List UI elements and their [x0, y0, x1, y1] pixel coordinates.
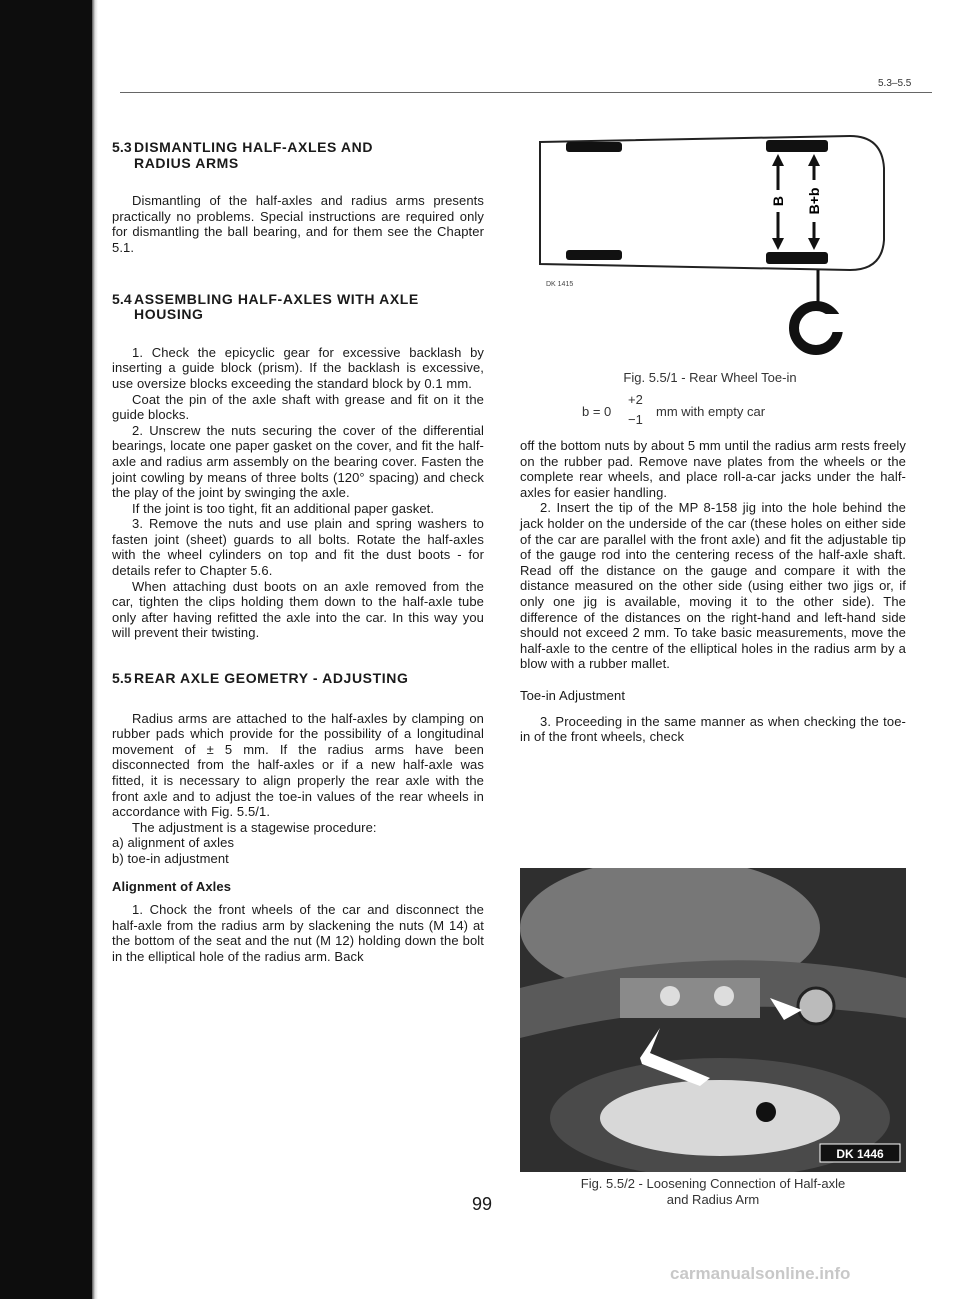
page-edge	[92, 0, 98, 1299]
formula-sup: +2	[628, 392, 643, 407]
photo-code: DK 1446	[836, 1147, 884, 1161]
front-left-wheel	[566, 142, 622, 152]
caption-line: Fig. 5.5/2 - Loosening Connection of Half-axle	[580, 1176, 846, 1191]
paragraph: Coat the pin of the axle shaft with grease and fit on it the guide blocks.	[112, 391, 484, 423]
left-column	[112, 140, 484, 965]
heading-text	[134, 292, 419, 323]
figure2-caption	[520, 1176, 906, 1208]
figure-code: DK 1415	[546, 281, 574, 288]
formula-sub: −1	[628, 412, 643, 427]
heading-number: 5.4	[112, 290, 132, 307]
paragraph: Dismantling of the half-axles and radius arms presents practically no problems. Special instructions are required only for dismantling the ball bearing, and for them see the Chapter 5.1.	[112, 193, 484, 255]
arrow-up-icon	[808, 154, 820, 166]
heading-line: HOUSING	[134, 306, 204, 323]
paragraph: 1. Check the epicyclic gear for excessive backlash by inserting a guide block (prism). If the backlash is excessive, use oversize blocks exceeding the standard block by 0.1 mm.	[112, 344, 484, 391]
nut	[798, 988, 834, 1024]
paragraph: 3. Proceeding in the same manner as when checking the toe-in of the front wheels, check	[520, 713, 906, 745]
right-column-upper	[520, 438, 906, 745]
arrow-down-icon	[772, 238, 784, 250]
figure1-formula	[560, 392, 880, 426]
paragraph: off the bottom nuts by about 5 mm until the radius arm rests freely on the rubber pad. Remove nave plates from the wheels or the complete rear wheels, and place roll-a-car jacks under the half-axles for easier handling.	[520, 438, 906, 500]
car-body-outline	[540, 136, 884, 270]
rear-left-wheel	[766, 140, 828, 152]
front-right-wheel	[566, 250, 622, 260]
heading-5-4	[112, 292, 484, 323]
heading-number: 5.3	[112, 139, 132, 155]
heading-text	[134, 140, 373, 171]
book-spine-shadow	[0, 0, 92, 1299]
figure-rear-wheel-toe-in	[520, 128, 900, 368]
header-rule	[120, 92, 932, 93]
watermark: carmanualsonline.info	[670, 1264, 851, 1283]
heading-number: 5.5	[112, 670, 132, 687]
arrow-down-icon	[808, 238, 820, 250]
arrow-up-icon	[772, 154, 784, 166]
paragraph: 2. Insert the tip of the MP 8-158 jig into the hole behind the jack holder on the underside of the car (these holes on either side of the car are parallel with the front axle) and fit the adjustable tip of the gauge rod into the centering recess of the half-axle shaft. Read off the distance on the gauge and compare it with the distance measured on the other side (using either two jigs or, if only one jig is available, moving it to the other side). The difference of the distances on the right-hand and left-hand side should not exceed 2 mm. To take basic measurements, move the half-axle to the centre of the elliptical holes in the radius arm by a blow with a rubber mallet.	[520, 500, 906, 672]
paragraph: When attaching dust boots on an axle removed from the car, tighten the clips holding them down to the half-axle tube only after having refitted the axle into the car. In this way you will prevent their twisting.	[112, 578, 484, 641]
rear-right-wheel	[766, 252, 828, 264]
list-item: a) alignment of axles	[112, 835, 235, 851]
caption-line: and Radius Arm	[666, 1192, 760, 1207]
bolt-head	[714, 986, 734, 1006]
dimension-label-b: B	[770, 195, 786, 207]
heading-5-5	[112, 671, 484, 687]
subheading: Alignment of Axles	[112, 878, 232, 894]
formula-rhs: mm with empty car	[656, 404, 766, 419]
paragraph: 1. Chock the front wheels of the car and disconnect the half-axle from the radius arm by slackening the nuts (M 14) at the bottom of the seat and the nut (M 12) holding down the bolt in the elliptical hole of the radius arm. Back	[112, 902, 484, 964]
dimension-label-bb: B+b	[806, 187, 822, 215]
figure1-caption: Fig. 5.5/1 - Rear Wheel Toe-in	[623, 370, 797, 385]
drum-hole	[756, 1102, 776, 1122]
photo-illustration	[520, 868, 906, 1172]
heading-line: DISMANTLING HALF-AXLES AND	[134, 139, 374, 155]
formula-lhs: b = 0	[582, 404, 612, 419]
heading-line: RADIUS ARMS	[134, 154, 239, 171]
heading-text: REAR AXLE GEOMETRY - ADJUSTING	[134, 670, 409, 687]
car-outline-diagram	[520, 128, 900, 368]
drum-face	[600, 1080, 840, 1156]
paragraph: 2. Unscrew the nuts securing the cover of the differential bearings, locate one paper gasket on the cover, and fit the half-axle and radius arm assembly on the bearing cover. Fasten the joint cowling by means of three bolts (120° spacing) and check the play of the joint by swinging the axle.	[112, 422, 484, 501]
paragraph: If the joint is too tight, fit an additional paper gasket.	[132, 500, 435, 516]
page-number: 99	[472, 1194, 493, 1214]
wheel-cutout	[816, 314, 844, 332]
heading-5-3	[112, 140, 484, 171]
paragraph: 3. Remove the nuts and use plain and spring washers to fasten joint (sheet) guards to all bolts. Rotate the half-axles with the wheel cylinders on top and fit the dust boots - for details refer to Chapter 5.6.	[112, 516, 484, 579]
paragraph: The adjustment is a stagewise procedure:	[132, 819, 377, 835]
bolt-head	[660, 986, 680, 1006]
list-item: b) toe-in adjustment	[112, 850, 229, 866]
paragraph: Radius arms are attached to the half-axles by clamping on rubber pads which provide for the possibility of a longitudinal movement of ± 5 mm. If the radius arms have been disconnected from the half-axles or if a new half-axle was fitted, it is necessary to align properly the rear axle with the front axle and to adjust the toe-in values of the rear wheels in accordance with Fig. 5.5/1.	[112, 710, 484, 820]
subheading: Toe-in Adjustment	[520, 687, 626, 703]
clamp-bracket	[620, 978, 760, 1018]
figure-photo-loosening	[520, 868, 906, 1172]
heading-line: ASSEMBLING HALF-AXLES WITH AXLE	[134, 290, 419, 307]
section-reference: 5.3–5.5	[878, 78, 912, 89]
